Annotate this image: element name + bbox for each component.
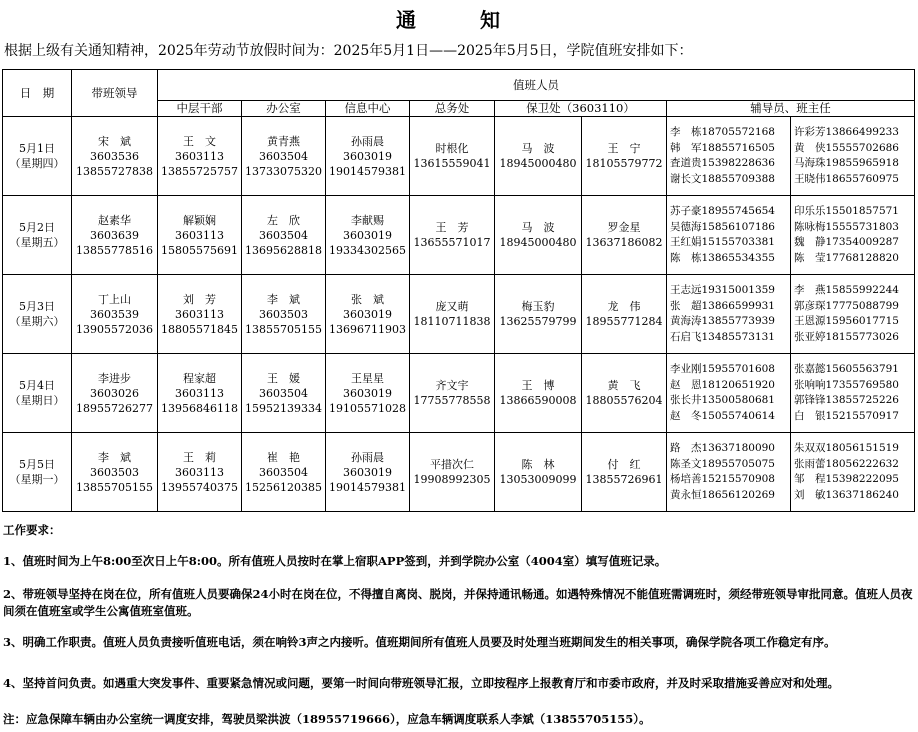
- security-cell: [495, 117, 582, 196]
- middle-cadre-cell-line: 王 莉: [183, 450, 216, 464]
- security-cell-line: 13625579799: [499, 315, 577, 328]
- leader-cell-line: 18955726277: [76, 401, 153, 415]
- middle-cadre-cell-line: 13955740375: [161, 480, 238, 494]
- duty-schedule-table: [2, 69, 915, 512]
- counselor-cell: [667, 117, 791, 196]
- counselor-cell-line: 张亚婷18155773026: [794, 330, 899, 343]
- middle-cadre-cell-line: 3603113: [175, 149, 224, 163]
- info-center-cell-line: 19014579381: [329, 164, 406, 178]
- office-cell-line: 3603504: [259, 386, 308, 400]
- day-row: [3, 117, 915, 196]
- office-cell-line: 13695628818: [245, 243, 322, 257]
- counselor-cell-line: 谢长文18855709388: [670, 172, 775, 185]
- leader-cell-line: 丁上山: [98, 292, 131, 306]
- counselor-cell-line: 李 燕15855992244: [794, 284, 899, 296]
- info-center-cell-line: 李献赐: [351, 213, 384, 227]
- middle-cadre-cell-line: 王 文: [183, 134, 216, 148]
- security-cell: [495, 433, 582, 512]
- date-label: 5月5日: [19, 458, 55, 471]
- info-center-cell-line: 王星星: [351, 371, 384, 385]
- leader-cell-line: 3603503: [90, 465, 139, 479]
- info-center-cell-line: 19105571028: [329, 401, 406, 415]
- counselor-cell-line: 李业刚15955701608: [670, 363, 775, 375]
- leader-cell: [72, 117, 158, 196]
- security-cell: [582, 433, 667, 512]
- counselor-cell: [667, 433, 791, 512]
- header-date: 日 期: [3, 70, 72, 117]
- middle-cadre-cell-line: 15805575691: [161, 243, 238, 257]
- middle-cadre-cell-line: 解颖娴: [183, 213, 216, 227]
- day-row: [3, 354, 915, 433]
- weekday-label: （星期一）: [9, 473, 65, 486]
- counselor-cell-line: 郭锋锋13855725226: [794, 394, 899, 406]
- security-cell: [582, 354, 667, 433]
- info-center-cell-line: 3603019: [343, 228, 392, 242]
- date-label: 5月2日: [19, 221, 55, 234]
- leader-cell-line: 李进步: [98, 371, 131, 385]
- counselor-cell-line: 郭彦琛17775088799: [794, 299, 899, 312]
- counselor-cell-line: 刘 敏13637186240: [794, 488, 899, 501]
- info-center-cell: [326, 117, 410, 196]
- security-cell-line: 马 波: [521, 221, 555, 234]
- general-affairs-cell-line: 王 芳: [435, 221, 469, 234]
- security-cell-line: 13637186082: [585, 236, 663, 249]
- info-center-cell-line: 3603019: [343, 149, 392, 163]
- requirement-item: 2、带班领导坚持在岗在位，所有值班人员要确保24小时在岗在位，不得擅自离岗、脱岗，并保持通讯畅通。如遇特殊情况不能值班需调班时，须经带班领导审批同意。值班人员夜间须在值班室或学生公寓值班室值班。: [3, 587, 913, 618]
- counselor-cell-line: 陈圣文18955705075: [670, 457, 775, 470]
- counselor-cell-line: 张雨蕾18056222632: [794, 457, 899, 470]
- middle-cadre-cell-line: 3603113: [175, 228, 224, 242]
- security-cell-line: 梅玉豹: [521, 300, 555, 313]
- counselor-cell-line: 李 栋18705572168: [670, 126, 775, 138]
- general-affairs-cell-line: 13655571017: [413, 236, 491, 249]
- weekday-label: （星期六）: [9, 315, 65, 328]
- office-cell-line: 13855705155: [245, 322, 322, 336]
- leader-cell: [72, 433, 158, 512]
- info-center-cell-line: 19334302565: [329, 243, 406, 257]
- counselor-cell-line: 石启飞13485573131: [670, 330, 775, 343]
- weekday-label: （星期五）: [9, 236, 65, 249]
- office-cell-line: 崔 艳: [267, 450, 300, 464]
- counselor-cell: [667, 354, 791, 433]
- info-center-cell-line: 3603019: [343, 386, 392, 400]
- general-affairs-cell-line: 18110711838: [413, 315, 491, 328]
- counselor-cell: [791, 354, 915, 433]
- office-cell-line: 黄青燕: [267, 134, 300, 148]
- leader-cell-line: 3603026: [90, 386, 139, 400]
- security-cell-line: 付 红: [607, 458, 641, 471]
- security-cell-line: 王 博: [521, 379, 555, 392]
- counselor-cell: [791, 433, 915, 512]
- security-cell-line: 18805576204: [585, 394, 663, 407]
- general-affairs-cell: [410, 354, 495, 433]
- counselor-cell-line: 白 银15215570917: [794, 409, 899, 422]
- counselor-cell-line: 张嘉懿15605563791: [794, 363, 899, 375]
- security-cell-line: 18105579772: [585, 157, 663, 170]
- security-cell-line: 18945000480: [499, 157, 577, 170]
- header-office: 办公室: [242, 101, 326, 117]
- leader-cell-line: 3603639: [90, 228, 139, 242]
- middle-cadre-cell-line: 3603113: [175, 386, 224, 400]
- leader-cell: [72, 196, 158, 275]
- counselor-cell-line: 吴德海15856107186: [670, 220, 775, 233]
- counselor-cell-line: 黄 侠15555702686: [794, 141, 899, 154]
- office-cell-line: 13733075320: [245, 164, 322, 178]
- counselor-cell-line: 许彩芳13866499233: [794, 126, 899, 138]
- info-center-cell-line: 3603019: [343, 465, 392, 479]
- counselor-cell-line: 陈咏梅15555731803: [794, 220, 899, 233]
- security-cell-line: 罗金星: [607, 221, 641, 234]
- general-affairs-cell-line: 齐文宇: [435, 379, 469, 392]
- header-general-affairs: 总务处: [410, 101, 495, 117]
- middle-cadre-cell: [158, 196, 242, 275]
- counselor-cell: [667, 275, 791, 354]
- general-affairs-cell: [410, 433, 495, 512]
- info-center-cell-line: 孙雨晨: [351, 134, 384, 148]
- general-affairs-cell-line: 17755778558: [413, 394, 491, 407]
- leader-cell-line: 3603539: [90, 307, 139, 321]
- security-cell-line: 王 宁: [607, 142, 641, 155]
- notice-intro: 根据上级有关通知精神，2025年劳动节放假时间为：2025年5月1日——2025年5月5日，学院值班安排如下：: [4, 43, 693, 59]
- office-cell-line: 李 斌: [267, 292, 300, 306]
- info-center-cell-line: 19014579381: [329, 480, 406, 494]
- security-cell-line: 黄 飞: [607, 379, 641, 392]
- info-center-cell: [326, 354, 410, 433]
- weekday-label: （星期日）: [9, 394, 65, 407]
- leader-cell-line: 3603536: [90, 149, 139, 163]
- office-cell: [242, 275, 326, 354]
- vehicle-note: 注：应急保障车辆由办公室统一调度安排，驾驶员梁洪波（18955719666），应急车辆调度联系人李斌（13855705155）。: [3, 712, 651, 726]
- security-cell-line: 13053009099: [499, 473, 577, 486]
- security-cell: [582, 117, 667, 196]
- counselor-cell-line: 魏 静17354009287: [794, 236, 899, 248]
- counselor-cell-line: 査道贵15398228636: [670, 157, 775, 169]
- counselor-cell-line: 马海珠19855965918: [794, 157, 899, 169]
- middle-cadre-cell: [158, 433, 242, 512]
- middle-cadre-cell-line: 13956846118: [161, 401, 238, 415]
- middle-cadre-cell-line: 程家超: [183, 371, 216, 385]
- counselor-cell-line: 黄永恒18656120269: [670, 488, 775, 501]
- counselor-cell-line: 印乐乐15501857571: [794, 205, 899, 217]
- counselor-cell-line: 王晓伟18655760975: [794, 172, 899, 185]
- general-affairs-cell-line: 13615559041: [413, 157, 491, 170]
- security-cell-line: 13855726961: [585, 473, 663, 486]
- date-label: 5月4日: [19, 379, 55, 392]
- header-counselor: 辅导员、班主任: [667, 101, 915, 117]
- counselor-cell-line: 张 超13866599931: [670, 299, 775, 312]
- general-affairs-cell-line: 时根化: [435, 142, 469, 155]
- middle-cadre-cell: [158, 354, 242, 433]
- day-row: [3, 196, 915, 275]
- middle-cadre-cell: [158, 117, 242, 196]
- general-affairs-cell: [410, 275, 495, 354]
- info-center-cell: [326, 433, 410, 512]
- date-label: 5月3日: [19, 300, 55, 313]
- general-affairs-cell-line: 平措次仁: [430, 458, 474, 471]
- security-cell-line: 13866590008: [499, 394, 577, 407]
- info-center-cell: [326, 275, 410, 354]
- security-cell-line: 马 波: [521, 142, 555, 155]
- office-cell-line: 3603504: [259, 149, 308, 163]
- leader-cell-line: 13855705155: [76, 480, 153, 494]
- day-row: [3, 433, 915, 512]
- counselor-cell: [791, 196, 915, 275]
- info-center-cell-line: 孙雨晨: [351, 450, 384, 464]
- office-cell: [242, 117, 326, 196]
- counselor-cell-line: 赵 冬15055740614: [670, 409, 775, 422]
- schedule-body: [3, 117, 915, 512]
- middle-cadre-cell: [158, 275, 242, 354]
- middle-cadre-cell-line: 3603113: [175, 307, 224, 321]
- security-cell: [582, 196, 667, 275]
- general-affairs-cell: [410, 117, 495, 196]
- leader-cell-line: 13855778516: [76, 243, 153, 257]
- header-security: 保卫处（3603110）: [495, 101, 667, 117]
- counselor-cell-line: 韩 军18855716505: [670, 141, 775, 154]
- date-cell: [3, 354, 72, 433]
- header-leader: 带班领导: [72, 70, 158, 117]
- middle-cadre-cell-line: 18805571845: [161, 322, 238, 336]
- office-cell-line: 3603504: [259, 228, 308, 242]
- leader-cell: [72, 275, 158, 354]
- security-cell-line: 龙 伟: [607, 300, 641, 313]
- counselor-cell: [667, 196, 791, 275]
- middle-cadre-cell-line: 3603113: [175, 465, 224, 479]
- security-cell-line: 18955771284: [585, 315, 663, 328]
- date-cell: [3, 275, 72, 354]
- header-info-center: 信息中心: [326, 101, 410, 117]
- office-cell-line: 15952139334: [245, 401, 322, 415]
- counselor-cell-line: 陈 莹17768128820: [794, 251, 899, 264]
- office-cell: [242, 354, 326, 433]
- counselor-cell-line: 黄海涛13855773939: [670, 315, 775, 327]
- security-cell-line: 18945000480: [499, 236, 577, 249]
- leader-cell-line: 赵素华: [98, 213, 131, 227]
- counselor-cell-line: 路 杰13637180090: [670, 442, 775, 454]
- requirement-item: 4、坚持首问负责。如遇重大突发事件、重要紧急情况或问题，要第一时间向带班领导汇报，立即按程序上报教育厅和市委市政府，并及时采取措施妥善应对和处理。: [3, 676, 839, 690]
- info-center-cell-line: 13696711903: [329, 322, 406, 336]
- header-middle-cadre: 中层干部: [158, 101, 242, 117]
- date-cell: [3, 196, 72, 275]
- security-cell-line: 陈 林: [521, 458, 555, 471]
- counselor-cell-line: 苏子豪18955745654: [670, 205, 775, 217]
- counselor-cell-line: 张响响17355769580: [794, 378, 899, 391]
- office-cell: [242, 433, 326, 512]
- header-duty-staff: 值班人员: [158, 70, 915, 101]
- office-cell: [242, 196, 326, 275]
- office-cell-line: 3603503: [259, 307, 308, 321]
- day-row: [3, 275, 915, 354]
- weekday-label: （星期四）: [9, 157, 65, 170]
- requirements-title: 工作要求：: [3, 523, 61, 537]
- security-cell: [495, 275, 582, 354]
- middle-cadre-cell-line: 刘 芳: [183, 292, 216, 306]
- counselor-cell-line: 陈 栋13865534355: [670, 251, 775, 264]
- leader-cell: [72, 354, 158, 433]
- info-center-cell-line: 张 斌: [351, 292, 384, 306]
- security-cell: [582, 275, 667, 354]
- security-cell: [495, 196, 582, 275]
- counselor-cell-line: 邹 程15398222095: [794, 473, 899, 485]
- requirement-item: 1、值班时间为上午8:00至次日上午8:00。所有值班人员按时在掌上宿职APP签到，并到学院办公室（4004室）填写值班记录。: [3, 554, 667, 568]
- counselor-cell-line: 赵 恩18120651920: [670, 378, 775, 391]
- counselor-cell-line: 王恩源15956017715: [794, 315, 899, 327]
- counselor-cell-line: 王志远19315001359: [670, 284, 775, 296]
- leader-cell-line: 李 斌: [98, 450, 131, 464]
- counselor-cell: [791, 117, 915, 196]
- office-cell-line: 15256120385: [245, 480, 322, 494]
- info-center-cell: [326, 196, 410, 275]
- info-center-cell-line: 3603019: [343, 307, 392, 321]
- office-cell-line: 3603504: [259, 465, 308, 479]
- office-cell-line: 左 欣: [267, 213, 300, 227]
- date-label: 5月1日: [19, 142, 55, 155]
- office-cell-line: 王 媛: [267, 371, 300, 385]
- counselor-cell-line: 杨培善15215570908: [670, 473, 775, 485]
- date-cell: [3, 117, 72, 196]
- leader-cell-line: 13855727838: [76, 164, 153, 178]
- counselor-cell-line: 张长井13500580681: [670, 394, 775, 406]
- requirement-item: 3、明确工作职责。值班人员负责接听值班电话，须在响铃3声之内接听。值班期间所有值班人员要及时处理当班期间发生的相关事项，确保学院各项工作稳定有序。: [3, 635, 836, 649]
- general-affairs-cell-line: 庞又萌: [435, 300, 469, 313]
- general-affairs-cell: [410, 196, 495, 275]
- counselor-cell-line: 朱双双18056151519: [794, 442, 899, 454]
- counselor-cell: [791, 275, 915, 354]
- general-affairs-cell-line: 19908992305: [413, 473, 491, 486]
- leader-cell-line: 13905572036: [76, 322, 153, 336]
- notice-title: 通 知: [396, 8, 522, 32]
- counselor-cell-line: 王红娟15155703381: [670, 236, 775, 248]
- date-cell: [3, 433, 72, 512]
- middle-cadre-cell-line: 13855725757: [161, 164, 238, 178]
- leader-cell-line: 宋 斌: [98, 134, 131, 148]
- security-cell: [495, 354, 582, 433]
